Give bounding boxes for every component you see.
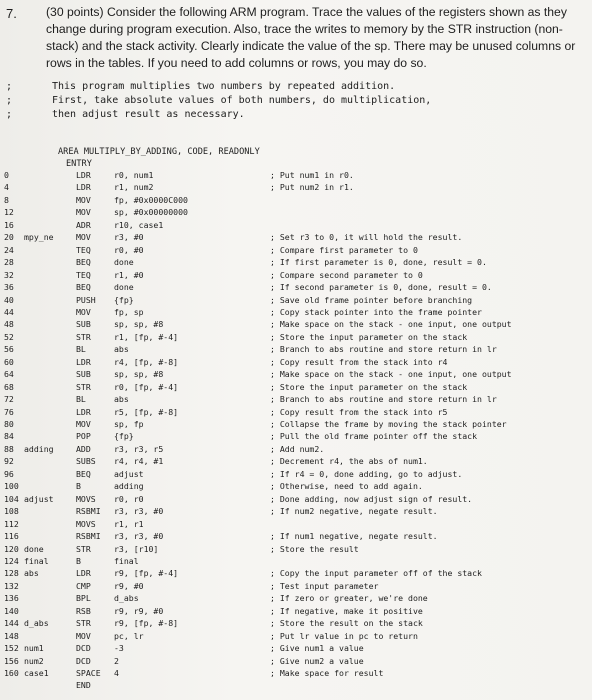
line-label: adjust [24,493,54,504]
line-address: 148 [4,630,19,641]
instruction-operands: fp, sp [114,306,144,317]
instruction-operands: adjust [114,468,144,479]
instruction-operands: r3, r3, r5 [114,443,164,454]
line-label: num1 [24,643,44,654]
instruction-mnemonic: MOV [76,232,91,243]
question-text: (30 points) Consider the following ARM program. Trace the values of the registers shown as they change during program execution. Also, trace the writes to memory by the STR instruction (non-stack) and the stack activity. Clearly indicate the value of the sp. There may be unused columns or rows in the tables. If you need to add columns or rows, you may do so. [46,5,576,70]
line-address: 16 [4,219,14,230]
line-comment: ; Store the result [270,543,359,554]
line-address: 104 [4,493,19,504]
instruction-operands: done [114,257,134,268]
line-address: 56 [4,344,14,355]
instruction-mnemonic: POP [76,431,91,442]
line-comment: ; Copy result from the stack into r4 [270,356,448,367]
line-address: 4 [4,182,9,193]
line-address: 64 [4,369,14,380]
instruction-operands: r3, r3, #0 [114,531,164,542]
line-comment: ; Set r3 to 0, it will hold the result. [270,232,463,243]
line-comment: ; Otherwise, need to add again. [270,481,423,492]
instruction-operands: r5, [fp, #-8] [114,406,179,417]
intro-text: First, take absolute values of both numbers, do multiplication, [52,95,432,106]
line-comment: ; Collapse the frame by moving the stack pointer [270,419,507,429]
instruction-mnemonic: BEQ [76,468,91,479]
line-address: 72 [4,394,14,405]
instruction-mnemonic: LDR [76,356,91,367]
instruction-mnemonic: RSBMI [76,506,101,517]
line-comment: ; If num2 negative, negate result. [270,506,438,517]
line-address: 160 [4,668,19,678]
line-comment: ; If negative, make it positive [270,605,423,616]
line-address: 132 [4,580,19,591]
instruction-mnemonic: STR [76,381,91,392]
line-comment: ; Make space for result [270,668,384,678]
line-comment: ; If first parameter is 0, done, result = 0. [270,257,487,268]
instruction-mnemonic: MOV [76,207,91,218]
instruction-mnemonic: RSBMI [76,531,101,542]
instruction-mnemonic: MOV [76,194,91,205]
line-label: done [24,543,44,554]
line-comment: ; Branch to abs routine and store return in lr [270,394,497,405]
line-address: 136 [4,593,19,604]
instruction-operands: fp, #0x0000C000 [114,194,188,205]
line-label: d_abs [24,618,49,629]
instruction-operands: r3, r3, #0 [114,506,164,517]
line-label: num2 [24,655,44,666]
instruction-operands: sp, sp, #8 [114,319,164,330]
instruction-mnemonic: RSB [76,605,91,616]
line-comment: ; Give num2 a value [270,655,364,666]
instruction-mnemonic: BEQ [76,257,91,268]
line-label: adding [24,443,54,454]
line-label: abs [24,568,39,579]
instruction-operands: r0, #0 [114,244,144,255]
instruction-mnemonic: ADD [76,443,91,454]
instruction-mnemonic: B [76,481,81,492]
line-address: 108 [4,506,19,517]
instruction-mnemonic: DCD [76,655,91,666]
instruction-mnemonic: SPACE [76,668,101,678]
instruction-operands: d_abs [114,593,139,604]
instruction-mnemonic: LDR [76,406,91,417]
instruction-mnemonic: SUB [76,369,91,380]
instruction-operands: adding [114,481,144,492]
line-address: 12 [4,207,14,218]
line-label: mpy_ne [24,232,54,243]
line-comment: ; Copy result from the stack into r5 [270,406,448,417]
instruction-operands: final [114,555,139,566]
line-comment: ; Save old frame pointer before branching [270,294,473,305]
instruction-mnemonic: CMP [76,580,91,591]
line-comment: ; Copy stack pointer into the frame pointer [270,306,482,317]
line-address: 140 [4,605,19,616]
instruction-mnemonic: MOV [76,306,91,317]
line-comment: ; Put lr value in pc to return [270,630,418,641]
instruction-operands: done [114,282,134,293]
code-header [58,146,260,170]
line-comment: ; Compare first parameter to 0 [270,244,418,255]
line-address: 116 [4,531,19,542]
line-comment: ; Make space on the stack - one input, one output [270,319,512,330]
line-address: 92 [4,456,14,467]
line-comment: ; Put num1 in r0. [270,170,354,180]
line-address: 28 [4,257,14,268]
intro-text: This program multiplies two numbers by repeated addition. [52,81,396,92]
instruction-operands: sp, fp [114,419,144,429]
line-comment: ; If r4 = 0, done adding, go to adjust. [270,468,463,479]
comment-marker: ; [6,109,13,120]
instruction-mnemonic: TEQ [76,244,91,255]
instruction-mnemonic: MOVS [76,518,96,529]
instruction-operands: r9, [fp, #-4] [114,568,179,579]
instruction-operands: pc, lr [114,630,144,641]
line-address: 80 [4,419,14,429]
instruction-operands: r0, r0 [114,493,144,504]
line-address: 48 [4,319,14,330]
instruction-mnemonic: STR [76,618,91,629]
instruction-operands: {fp} [114,294,134,305]
instruction-operands: -3 [114,643,124,654]
instruction-mnemonic: BEQ [76,282,91,293]
line-address: 76 [4,406,14,417]
instruction-operands: sp, #0x00000000 [114,207,188,218]
line-address: 124 [4,555,19,566]
instruction-operands: r9, r9, #0 [114,605,164,616]
line-comment: ; Decrement r4, the abs of num1. [270,456,428,467]
instruction-mnemonic: MOV [76,630,91,641]
line-comment: ; Test input parameter [270,580,379,591]
intro-line [6,80,566,94]
line-address: 100 [4,481,19,492]
intro-text: then adjust result as necessary. [52,109,245,120]
instruction-operands: 2 [114,655,119,666]
instruction-operands: r1, r1 [114,518,144,529]
instruction-operands: r1, #0 [114,269,144,280]
instruction-operands: r1, [fp, #-4] [114,331,179,342]
instruction-mnemonic: B [76,555,81,566]
line-address: 20 [4,232,14,243]
line-address: 144 [4,618,19,629]
instruction-mnemonic: PUSH [76,294,96,305]
line-address: 156 [4,655,19,666]
instruction-mnemonic: LDR [76,182,91,193]
line-address: 68 [4,381,14,392]
line-comment: ; Add num2. [270,443,325,454]
line-address: 84 [4,431,14,442]
line-address: 52 [4,331,14,342]
instruction-operands: r0, num1 [114,170,154,180]
instruction-mnemonic: STR [76,331,91,342]
instruction-operands: sp, sp, #8 [114,369,164,380]
line-label: case1 [24,668,49,678]
instruction-mnemonic: LDR [76,170,91,180]
instruction-operands: abs [114,344,129,355]
instruction-mnemonic: STR [76,543,91,554]
instruction-mnemonic: END [76,680,91,691]
line-comment: ; Store the input parameter on the stack [270,331,468,342]
line-address: 88 [4,443,14,454]
line-address: 32 [4,269,14,280]
instruction-operands: r0, [fp, #-4] [114,381,179,392]
instruction-operands: r1, num2 [114,182,154,193]
line-address: 40 [4,294,14,305]
line-address: 128 [4,568,19,579]
instruction-operands: r4, [fp, #-8] [114,356,179,367]
line-comment: ; Branch to abs routine and store return in lr [270,344,497,355]
instruction-operands: r3, #0 [114,232,144,243]
line-comment: ; Put num2 in r1. [270,182,354,193]
line-address: 24 [4,244,14,255]
instruction-mnemonic: BPL [76,593,91,604]
comment-marker: ; [6,81,13,92]
line-address: 152 [4,643,19,654]
comment-marker: ; [6,95,13,106]
line-address: 112 [4,518,19,529]
line-address: 44 [4,306,14,317]
line-comment: ; Done adding, now adjust sign of result. [270,493,473,504]
intro-line [6,108,566,122]
line-address: 8 [4,194,9,205]
line-comment: ; Give num1 a value [270,643,364,654]
instruction-mnemonic: BL [76,394,86,405]
instruction-operands: abs [114,394,129,405]
line-comment: ; If second parameter is 0, done, result = 0. [270,282,492,293]
line-comment: ; Pull the old frame pointer off the stack [270,431,478,442]
instruction-mnemonic: DCD [76,643,91,654]
instruction-mnemonic: MOV [76,419,91,429]
question-number: 7. [6,6,17,21]
line-comment: ; Compare second parameter to 0 [270,269,423,280]
area-directive: AREA MULTIPLY_BY_ADDING, CODE, READONLY [58,147,260,157]
line-address: 60 [4,356,14,367]
line-address: 120 [4,543,19,554]
line-comment: ; Copy the input parameter off of the stack [270,568,482,579]
line-label: final [24,555,49,566]
instruction-operands: r3, [r10] [114,543,159,554]
instruction-operands: r9, #0 [114,580,144,591]
instruction-operands: r10, case1 [114,219,164,230]
line-comment: ; If zero or greater, we're done [270,593,428,604]
line-comment: ; Store the result on the stack [270,618,423,629]
instruction-mnemonic: MOVS [76,493,96,504]
instruction-mnemonic: SUB [76,319,91,330]
entry-directive: ENTRY [66,159,92,169]
intro-comment-block [6,80,566,122]
instruction-operands: {fp} [114,431,134,442]
line-address: 36 [4,282,14,293]
line-comment: ; Store the input parameter on the stack [270,381,468,392]
instruction-mnemonic: LDR [76,568,91,579]
instruction-mnemonic: TEQ [76,269,91,280]
line-comment: ; Make space on the stack - one input, one output [270,369,512,380]
line-address: 0 [4,170,9,180]
line-comment: ; If num1 negative, negate result. [270,531,438,542]
intro-line [6,94,566,108]
instruction-operands: r4, r4, #1 [114,456,164,467]
line-address: 96 [4,468,14,479]
instruction-mnemonic: SUBS [76,456,96,467]
instruction-operands: r9, [fp, #-8] [114,618,179,629]
instruction-operands: 4 [114,668,119,678]
instruction-mnemonic: BL [76,344,86,355]
instruction-mnemonic: ADR [76,219,91,230]
